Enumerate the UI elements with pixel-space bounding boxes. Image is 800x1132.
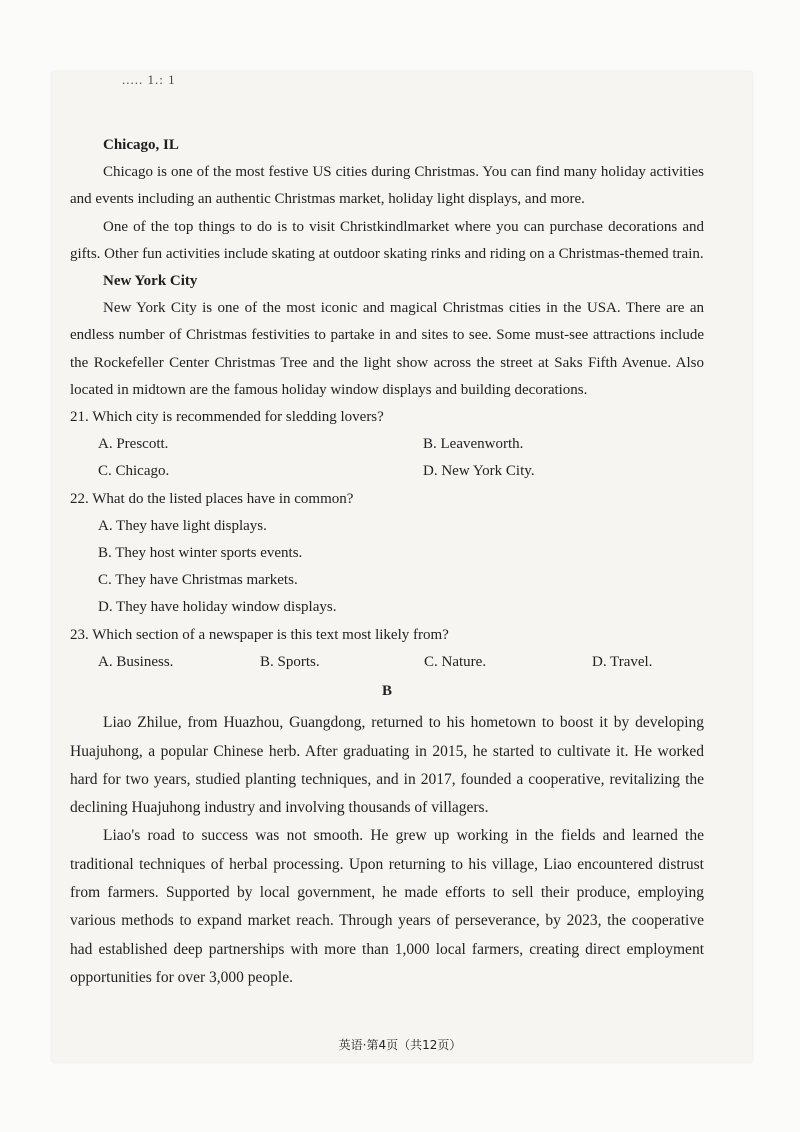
section-b-paragraph-2: Liao's road to success was not smooth. He grew up working in the fields and learned the traditional techniques of herbal processing. Upon returning to his village, Liao encountered distrust from farmers. Supported by local government, he made efforts to sell their produce, employing various methods to expand market reach. Through years of perseverance, by 2023, the cooperative had established deep partnerships with more than 1,000 local farmers, creating direct employment opportunities for over 3,000 people. xyxy=(70,827,704,986)
question-21-option-c: C. Chicago. xyxy=(98,463,170,480)
question-22-option-a: A. They have light displays. xyxy=(98,517,267,534)
section-b-paragraph-1: Liao Zhilue, from Huazhou, Guangdong, returned to his hometown to boost it by developing Huajuhong, a popular Chinese herb. After graduating in 2015, he started to cultivate it. He worked hard for two years, studied planting techniques, and in 2017, founded a cooperative, revitalizing the declining Huajuhong industry and involving thousands of villagers. xyxy=(70,714,704,817)
section-b-label: B xyxy=(381,683,392,700)
question-22-stem: 22. What do the listed places have in common? xyxy=(70,490,354,507)
question-23-option-b: B. Sports. xyxy=(260,653,320,670)
page-footer: 英语·第4页（共12页） xyxy=(338,1038,462,1052)
cut-off-header-text: ..... 1.: 1 xyxy=(122,72,176,87)
question-22-option-c: C. They have Christmas markets. xyxy=(98,572,298,589)
question-22-option-b: B. They host winter sports events. xyxy=(98,545,303,562)
question-21-stem: 21. Which city is recommended for sledding lovers? xyxy=(70,409,384,426)
question-23-option-d: D. Travel. xyxy=(592,653,653,670)
nyc-heading: New York City xyxy=(103,273,198,290)
question-23-option-c: C. Nature. xyxy=(424,653,487,670)
page-content xyxy=(70,132,704,992)
nyc-paragraph-1: New York City is one of the most iconic and magical Christmas cities in the USA. There are an endless number of Christmas festivities to partake in and sites to see. Some must-see attractions include the Rockefeller Center Christmas Tree and the light show across the street at Saks Fifth Avenue. Also located in midtown are the famous holiday window displays and building decorations. xyxy=(70,300,704,398)
question-21-option-b: B. Leavenworth. xyxy=(423,436,524,453)
question-21-option-a: A. Prescott. xyxy=(98,436,169,453)
question-23-option-a: A. Business. xyxy=(98,653,174,670)
chicago-paragraph-2: One of the top things to do is to visit Christkindlmarket where you can purchase decorations and gifts. Other fun activities include skating at outdoor skating rinks and riding on a Christmas-themed train. xyxy=(70,218,704,262)
section-b-passage xyxy=(70,709,704,992)
question-23-stem: 23. Which section of a newspaper is this text most likely from? xyxy=(70,626,449,643)
question-22-option-d: D. They have holiday window displays. xyxy=(98,599,337,616)
question-21-options xyxy=(70,431,704,485)
chicago-heading: Chicago, IL xyxy=(103,137,179,153)
question-23-options xyxy=(70,649,704,676)
chicago-paragraph-1: Chicago is one of the most festive US cities during Christmas. You can find many holiday activities and events including an authentic Christmas market, holiday light displays, and more. xyxy=(70,164,704,208)
question-21-option-d: D. New York City. xyxy=(423,463,535,480)
